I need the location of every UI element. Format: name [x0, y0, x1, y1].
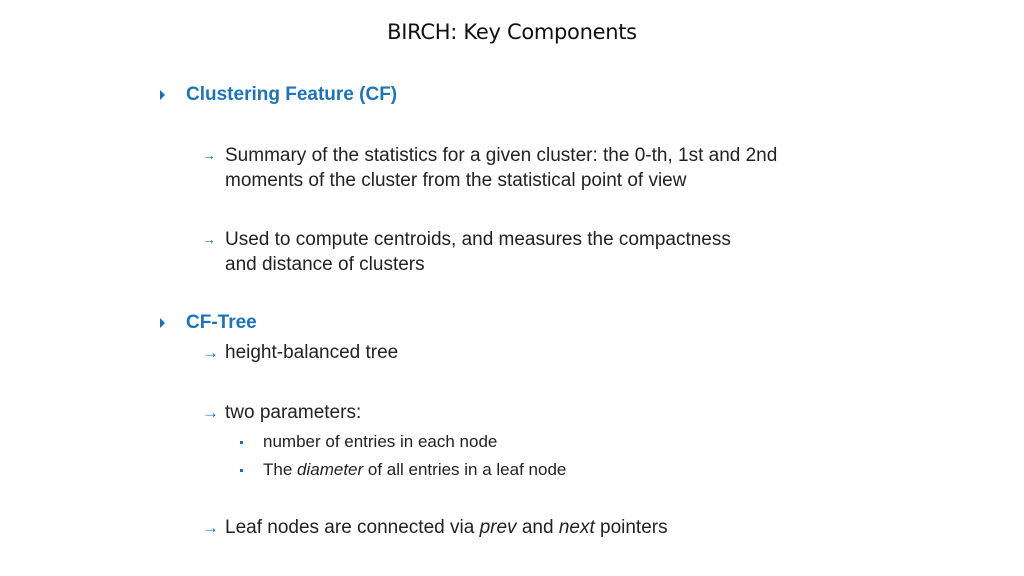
section-clustering-feature [160, 84, 397, 106]
item-text: two parameters: [225, 402, 362, 423]
item-text: height-balanced tree [225, 342, 399, 363]
list-item [202, 515, 668, 540]
item-text [225, 227, 731, 277]
arrow-bullet-icon: → [202, 518, 219, 537]
item-line: and distance of clusters [225, 254, 425, 275]
arrow-bullet-icon: → [202, 403, 219, 422]
sub-list-item [240, 460, 566, 480]
item-text [225, 143, 777, 193]
item-line: moments of the cluster from the statistical point of view [225, 170, 687, 191]
list-item [202, 340, 398, 365]
list-item [202, 400, 361, 425]
sub-list-item [240, 432, 497, 452]
item-line: Summary of the statistics for a given cluster: the 0-th, 1st and 2nd [225, 145, 778, 166]
section-heading: Clustering Feature (CF) [186, 84, 398, 105]
sub-item-text: The diameter of all entries in a leaf node [263, 460, 567, 479]
sub-item-text: number of entries in each node [263, 432, 498, 451]
list-item [202, 143, 777, 193]
section-heading: CF-Tree [186, 312, 257, 333]
arrow-bullet-icon: → [202, 231, 216, 247]
square-bullet-icon [240, 469, 243, 472]
triangle-bullet-icon [160, 90, 165, 100]
section-cf-tree [160, 312, 257, 334]
item-line: Used to compute centroids, and measures the compactness [225, 229, 731, 250]
list-item [202, 227, 731, 277]
arrow-bullet-icon: → [202, 343, 219, 362]
slide-title: BIRCH: Key Components [387, 20, 637, 44]
triangle-bullet-icon [160, 318, 165, 328]
item-text: Leaf nodes are connected via prev and next pointers [225, 517, 668, 538]
square-bullet-icon [240, 441, 243, 444]
arrow-bullet-icon: → [202, 147, 216, 163]
